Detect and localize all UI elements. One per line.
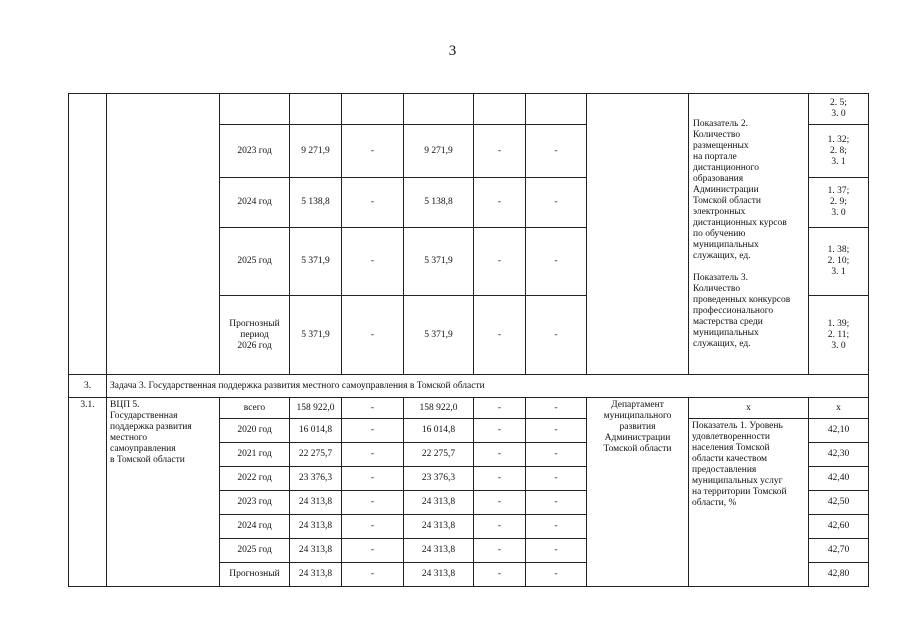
federal-cell: - bbox=[342, 491, 404, 515]
local-cell: - bbox=[474, 398, 526, 419]
period-cell: 2023 год bbox=[220, 491, 290, 515]
local-cell: - bbox=[474, 491, 526, 515]
period-cell: 2025 год bbox=[220, 228, 290, 296]
local-cell: - bbox=[474, 443, 526, 467]
total-cell: 22 275,7 bbox=[290, 443, 342, 467]
regional-cell: 5 371,9 bbox=[404, 296, 474, 375]
table-row bbox=[69, 398, 869, 419]
executor-text: Департамент муниципального развития Администрации Томской области bbox=[587, 398, 689, 587]
regional-cell: 24 313,8 bbox=[404, 539, 474, 563]
period-cell: 2024 год bbox=[220, 178, 290, 228]
federal-cell: - bbox=[342, 467, 404, 491]
indicator-value: 42,10 bbox=[809, 419, 869, 443]
total-cell: 24 313,8 bbox=[290, 563, 342, 587]
period-cell: Прогнозный период 2026 год bbox=[220, 296, 290, 375]
local-cell: - bbox=[474, 467, 526, 491]
period-cell bbox=[220, 94, 290, 125]
code-cell: 1. 37; 2. 9; 3. 0 bbox=[809, 178, 869, 228]
regional-cell: 9 271,9 bbox=[404, 125, 474, 178]
period-cell: Прогнозный bbox=[220, 563, 290, 587]
other-cell: - bbox=[526, 398, 587, 419]
federal-cell: - bbox=[342, 419, 404, 443]
indicator-text: Показатель 1. Уровень удовлетворенности населения Томской области качеством предоставления муниципальных услуг на территории Томской области, % bbox=[689, 419, 809, 587]
local-cell: - bbox=[474, 563, 526, 587]
indicator-value: 42,30 bbox=[809, 443, 869, 467]
federal-cell: - bbox=[342, 563, 404, 587]
federal-cell: - bbox=[342, 539, 404, 563]
code-cell: 1. 39; 2. 11; 3. 0 bbox=[809, 296, 869, 375]
regional-cell: 24 313,8 bbox=[404, 515, 474, 539]
name-cell bbox=[107, 94, 220, 375]
indicator-value: 42,70 bbox=[809, 539, 869, 563]
task-title: Задача 3. Государственная поддержка развития местного самоуправления в Томской области bbox=[107, 375, 869, 398]
total-cell: 9 271,9 bbox=[290, 125, 342, 178]
total-cell: 24 313,8 bbox=[290, 515, 342, 539]
total-cell: 158 922,0 bbox=[290, 398, 342, 419]
local-cell: - bbox=[474, 296, 526, 375]
total-cell: 24 313,8 bbox=[290, 491, 342, 515]
regional-cell: 16 014,8 bbox=[404, 419, 474, 443]
period-cell: 2021 год bbox=[220, 443, 290, 467]
code-cell: 1. 32; 2. 8; 3. 1 bbox=[809, 125, 869, 178]
other-cell: - bbox=[526, 178, 587, 228]
period-cell: 2023 год bbox=[220, 125, 290, 178]
indicator-text: Показатель 2. Количество размещенных на портале дистанционного образования Администрации Томской области электронных дистанционных курсов по обучению муниципальных служащих, ед. Показатель 3. Количество проведенных конкурсов профессионального мастерства среди муниципальных служащих, ед. bbox=[689, 94, 809, 375]
page-number: 3 bbox=[448, 43, 457, 59]
code-cell: 1. 38; 2. 10; 3. 1 bbox=[809, 228, 869, 296]
federal-cell: - bbox=[342, 296, 404, 375]
other-cell: - bbox=[526, 419, 587, 443]
period-cell: 2025 год bbox=[220, 539, 290, 563]
other-cell: - bbox=[526, 467, 587, 491]
other-cell: - bbox=[526, 296, 587, 375]
local-cell: - bbox=[474, 178, 526, 228]
total-cell: 23 376,3 bbox=[290, 467, 342, 491]
total-cell: 16 014,8 bbox=[290, 419, 342, 443]
local-cell bbox=[474, 94, 526, 125]
regional-cell: 5 138,8 bbox=[404, 178, 474, 228]
federal-cell: - bbox=[342, 178, 404, 228]
local-cell: - bbox=[474, 228, 526, 296]
total-cell: 5 138,8 bbox=[290, 178, 342, 228]
indicator-header: х bbox=[689, 398, 809, 419]
other-cell: - bbox=[526, 125, 587, 178]
regional-cell: 24 313,8 bbox=[404, 491, 474, 515]
indicator-value: 42,50 bbox=[809, 491, 869, 515]
federal-cell: - bbox=[342, 228, 404, 296]
other-cell: - bbox=[526, 491, 587, 515]
regional-cell: 22 275,7 bbox=[404, 443, 474, 467]
other-cell bbox=[526, 94, 587, 125]
row-number-cell bbox=[69, 94, 107, 375]
total-cell: 5 371,9 bbox=[290, 228, 342, 296]
regional-cell bbox=[404, 94, 474, 125]
federal-cell: - bbox=[342, 125, 404, 178]
row-number-cell: 3.1. bbox=[69, 398, 107, 587]
period-cell: 2020 год bbox=[220, 419, 290, 443]
program-table bbox=[68, 93, 869, 587]
regional-cell: 23 376,3 bbox=[404, 467, 474, 491]
local-cell: - bbox=[474, 125, 526, 178]
indicator-value: 42,80 bbox=[809, 563, 869, 587]
regional-cell: 5 371,9 bbox=[404, 228, 474, 296]
other-cell: - bbox=[526, 539, 587, 563]
federal-cell bbox=[342, 94, 404, 125]
other-cell: - bbox=[526, 228, 587, 296]
federal-cell: - bbox=[342, 398, 404, 419]
task-number: 3. bbox=[69, 375, 107, 398]
indicator-value: 42,40 bbox=[809, 467, 869, 491]
federal-cell: - bbox=[342, 515, 404, 539]
indicator-value: 42,60 bbox=[809, 515, 869, 539]
task-row bbox=[69, 375, 869, 398]
federal-cell: - bbox=[342, 443, 404, 467]
total-cell: 24 313,8 bbox=[290, 539, 342, 563]
table-row bbox=[69, 94, 869, 125]
period-cell: 2024 год bbox=[220, 515, 290, 539]
executor-cell bbox=[587, 94, 689, 375]
other-cell: - bbox=[526, 563, 587, 587]
program-name: ВЦП 5. Государственная поддержка развития местного самоуправления в Томской области bbox=[107, 398, 220, 587]
period-cell: 2022 год bbox=[220, 467, 290, 491]
period-cell: всего bbox=[220, 398, 290, 419]
local-cell: - bbox=[474, 539, 526, 563]
total-cell: 5 371,9 bbox=[290, 296, 342, 375]
local-cell: - bbox=[474, 419, 526, 443]
other-cell: - bbox=[526, 443, 587, 467]
value-header: х bbox=[809, 398, 869, 419]
code-cell: 2. 5; 3. 0 bbox=[809, 94, 869, 125]
regional-cell: 158 922,0 bbox=[404, 398, 474, 419]
local-cell: - bbox=[474, 515, 526, 539]
other-cell: - bbox=[526, 515, 587, 539]
total-cell bbox=[290, 94, 342, 125]
regional-cell: 24 313,8 bbox=[404, 563, 474, 587]
